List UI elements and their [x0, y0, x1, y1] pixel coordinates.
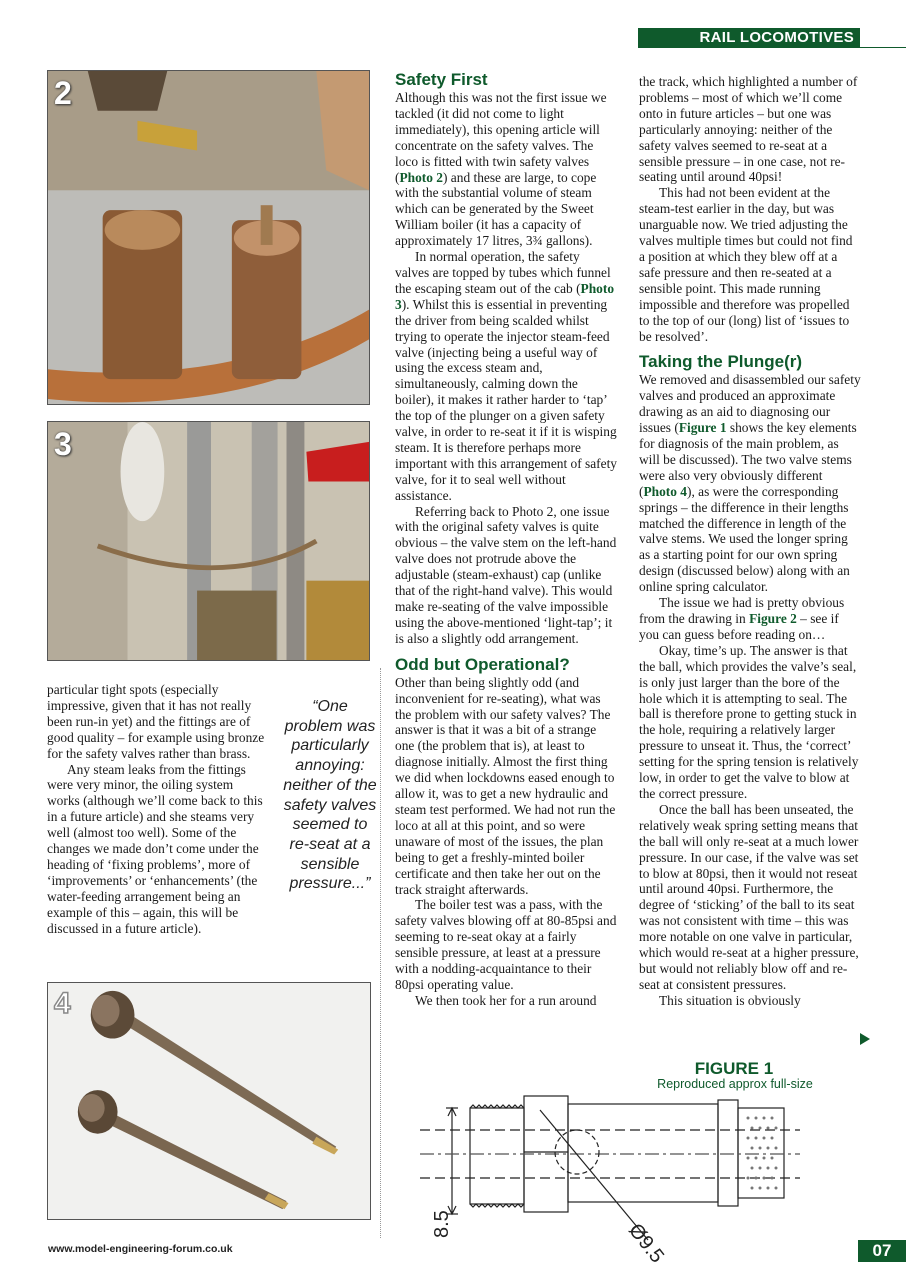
- section-tag: RAIL LOCOMOTIVES: [638, 28, 860, 48]
- figure-subtitle: Reproduced approx full-size: [657, 1077, 813, 1091]
- paragraph: This had not been evident at the steam-test earlier in the day, but was unarguable now. We tried adjusting the valves multiple times but could not find a position at which they blew off at a safe pressure and then re-seated at a sensible point. This made running impossible and therefore was propelled to the top of our (long) list of ‘issues to be resolved’.: [639, 185, 853, 344]
- photo-number: 3: [54, 426, 72, 462]
- heading-taking-the-plunger: Taking the Plunge(r): [639, 352, 803, 372]
- photo-cab-pipework-icon: [48, 422, 369, 660]
- page-number: 07: [858, 1240, 906, 1262]
- paragraph: particular tight spots (especially impressive, given that it has not really been run-in yet) and the fittings are of good quality – for example using bronze for the safety valves rather than brass.: [47, 682, 265, 761]
- heading-safety-first: Safety First: [395, 70, 488, 89]
- dimension-8-5: 8.5: [431, 1210, 453, 1238]
- photo-valve-stems-icon: [48, 983, 370, 1219]
- middle-column: [395, 70, 617, 1009]
- photo-number: 2: [54, 75, 72, 111]
- photo-number: 4: [54, 987, 71, 1020]
- paragraph: Referring back to Photo 2, one issue with the original safety valves is quite obvious – the valve stem on the left-hand valve does not protrude above the adjustable (steam-exhaust) cap (unlike that of the right-hand valve). This would make re-seating of the valve impossible using the above-mentioned ‘light-tap’; it is also a slightly odd arrangement.: [395, 503, 617, 646]
- footer-url: www.model-engineering-forum.co.uk: [48, 1243, 233, 1255]
- heading-odd-but-operational: Odd but Operational?: [395, 654, 570, 674]
- paragraph: Okay, time’s up. The answer is that the ball, which provides the valve’s seal, is only just larger than the bore of the hole which it is attempting to seal. The ball is therefore prone to getting stuck in the hole, requiring a relatively larger pressure to unseat it. Thus, the ‘correct’ setting for the spring tension is relatively low, in order to get the valve to blow at the correct pressure.: [639, 642, 859, 801]
- left-column: [47, 682, 269, 937]
- paragraph: This situation is obviously: [659, 992, 801, 1008]
- header-rule: [638, 47, 906, 48]
- photo-2: [47, 70, 370, 405]
- paragraph: The boiler test was a pass, with the safety valves blowing off at 80-85psi and seeming to re-seat okay at a fairly sensible pressure, at least at a pressure with a nodding-acquaintance to their 80psi operating value.: [395, 897, 617, 992]
- continue-arrow-icon: [860, 1033, 870, 1045]
- paragraph: We removed and disassembled our safety valves and produced an approximate drawing as an aid to diagnosing our issues (Figure 1 shows the key elements for diagnosis of the main problem, as will be discussed). The two valve stems were also very obviously different (Photo 4), as were the corresponding springs – the difference in their lengths matched the difference in length of the valve stems. We used the longer spring as a starting point for our own spring design (discussed below) along with an online spring calculator.: [639, 372, 861, 595]
- paragraph: The issue we had is pretty obvious from the drawing in Figure 2 – see if you can guess before reading on…: [639, 595, 845, 642]
- paragraph: We then took her for a run around: [415, 992, 597, 1008]
- right-column: [639, 74, 861, 1009]
- photo-4: [47, 982, 371, 1220]
- photo-safety-valves-icon: [48, 71, 369, 404]
- photo-3: [47, 421, 370, 661]
- paragraph: Although this was not the first issue we tackled (it did not come to light immediately), this opening article will concentrate on the safety valves. The loco is fitted with twin safety valves (Photo 2) and these are large, to cope with the substantial volume of steam which can be generated by the Sweet William boiler (it has a capacity of approximately 17 litres, 3¾ gallons).: [395, 90, 607, 249]
- paragraph: In normal operation, the safety valves are topped by tubes which funnel the escaping steam out of the cab (Photo 3). Whilst this is essential in preventing the driver from being scalded whilst trying to operate the injector steam-feed valve (injecting being a useful way of using the excess steam and, simultaneously, calming down the boiler), it makes it rather harder to ‘tap’ the top of the plunger on a given safety valve, in order to re-seat it if it is wisping steam. It is therefore perhaps more important with this arrangement of safety valve, for it to seal well without assistance.: [395, 249, 617, 503]
- pull-quote: “One problem was particularly annoying: neither of the safety valves seemed to re-seat at a sensible pressure...”: [283, 698, 377, 893]
- paragraph: Once the ball has been unseated, the relatively weak spring setting means that the ball will only re-seat at a much lower pressure. In our case, if the valve was set to blow at 80psi, then it would not reseat until around 40psi. Furthermore, the degree of ‘sticking’ of the ball to its seat was not consistent with time – this was more notable on one valve in particular, which would re-seat at a higher pressure, but would not reliably blow off and re-seat at consistent pressures.: [639, 801, 859, 992]
- paragraph: Any steam leaks from the fittings were very minor, the oiling system works (although we’ll come back to this in a future article) and she steams very well (almost too well). Some of the changes we made don’t come under the heading of ‘fixing problems’, more of ‘improvements’ or ‘enhancements’ (the water-feeding arrangement being an example of this – again, this will be discussed in a future article).: [47, 761, 263, 936]
- figure-title: FIGURE 1: [694, 1059, 774, 1078]
- paragraph: the track, which highlighted a number of problems – most of which we’ll come onto in future articles – but one was particularly annoying: neither of the safety valves seemed to re-seat at a sensible pressure – in one case, not re-seating until around 40psi!: [639, 74, 858, 185]
- figure-1-drawing: [400, 1090, 820, 1270]
- column-divider: [380, 668, 381, 1238]
- paragraph: Other than being slightly odd (and inconvenient for re-seating), what was the problem with our safety valves? The answer is that it was a bit of a strange one (the problem that is), at least to diagnose initially. Almost the first thing we did when lockdowns eased enough to allow it, was to get a new hydraulic and steam test performed. We had not run the loco at all at this point, and so were unaware of most of the issues, the plan being to get a freshly-minted boiler certificate and then take her out on the track straight afterwards.: [395, 674, 616, 897]
- dimension-9-5: Ø9.5: [624, 1219, 669, 1268]
